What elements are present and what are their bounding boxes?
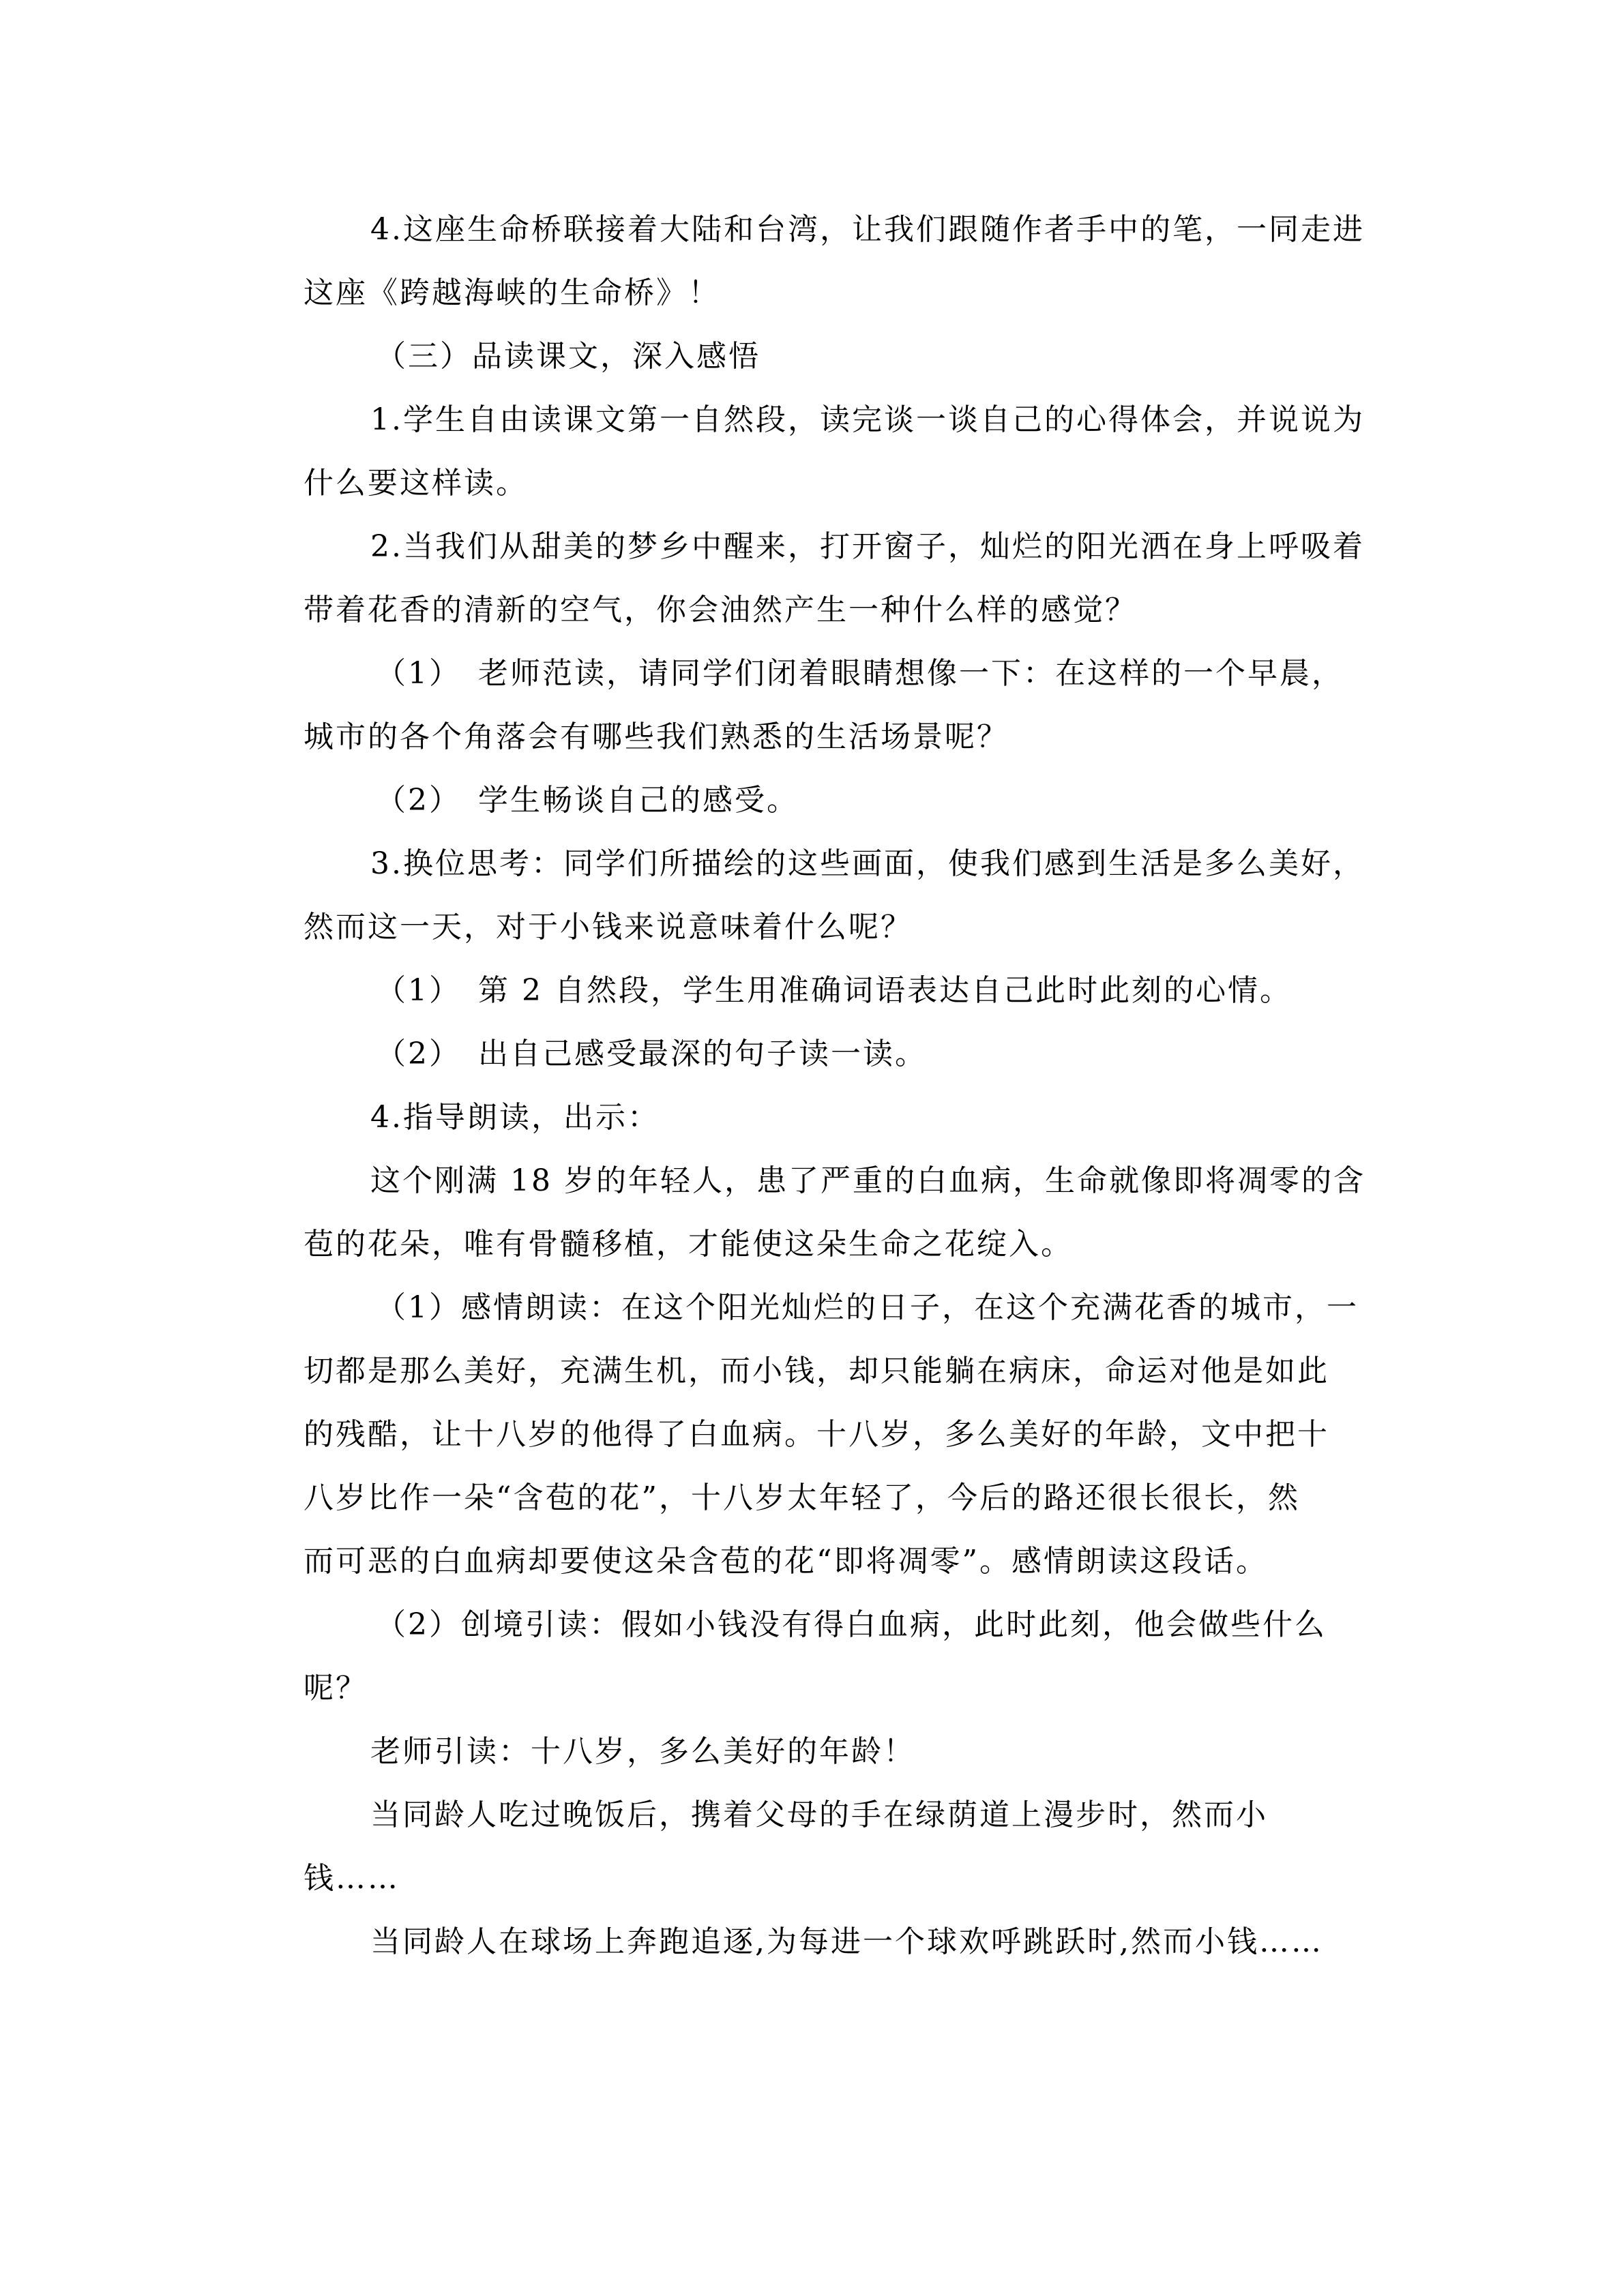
text-line: 2.当我们从甜美的梦乡中醒来，打开窗子，灿烂的阳光洒在身上呼吸着	[370, 529, 1365, 564]
text-line: 的残酷，让十八岁的他得了白血病。十八岁，多么美好的年龄，文中把十	[304, 1417, 1329, 1452]
text-line: （1） 第 2 自然段，学生用准确词语表达自己此时此刻的心情。	[376, 973, 1292, 1008]
text-line: 钱……	[304, 1861, 400, 1896]
text-line: 然而这一天，对于小钱来说意味着什么呢？	[304, 910, 913, 944]
text-line: 4.指导朗读，出示：	[370, 1100, 660, 1135]
text-line: 当同龄人在球场上奔跑追逐,为每进一个球欢呼跳跃时,然而小钱……	[370, 1924, 1323, 1959]
text-line: （1）感情朗读：在这个阳光灿烂的日子，在这个充满花香的城市，一	[376, 1290, 1359, 1325]
text-line: 而可恶的白血病却要使这朵含苞的花“即将凋零”。感情朗读这段话。	[304, 1544, 1268, 1579]
text-line: 苞的花朵，唯有骨髓移植，才能使这朵生命之花绽入。	[304, 1227, 1073, 1262]
text-line: 城市的各个角落会有哪些我们熟悉的生活场景呢？	[304, 719, 1009, 754]
text-line: 4.这座生命桥联接着大陆和台湾，让我们跟随作者手中的笔，一同走进	[370, 212, 1365, 247]
text-line: （2） 学生畅谈自己的感受。	[376, 783, 799, 818]
text-line: 八岁比作一朵“含苞的花”，十八岁太年轻了，今后的路还很长很长，然	[304, 1480, 1300, 1515]
text-line: 呢？	[304, 1671, 368, 1705]
text-line: 3.换位思考：同学们所描绘的这些画面，使我们感到生活是多么美好，	[370, 846, 1365, 881]
text-line: 带着花香的清新的空气，你会油然产生一种什么样的感觉？	[304, 593, 1137, 627]
text-line: 当同龄人吃过晚饭后，携着父母的手在绿荫道上漫步时，然而小	[370, 1798, 1268, 1832]
text-line: （2） 出自己感受最深的句子读一读。	[376, 1037, 927, 1071]
text-line: 切都是那么美好，充满生机，而小钱，却只能躺在病床，命运对他是如此	[304, 1354, 1329, 1388]
text-line: 1.学生自由读课文第一自然段，读完谈一谈自己的心得体会，并说说为	[370, 402, 1365, 437]
text-line: 这个刚满 18 岁的年轻人，患了严重的白血病，生命就像即将凋零的含	[370, 1163, 1365, 1198]
text-line: 老师引读：十八岁，多么美好的年龄！	[370, 1734, 915, 1769]
text-line: （1） 老师范读，请同学们闭着眼睛想像一下：在这样的一个早晨，	[376, 656, 1344, 691]
text-line: （2）创境引读：假如小钱没有得白血病，此时此刻，他会做些什么	[376, 1607, 1327, 1642]
text-line: 什么要这样读。	[304, 466, 528, 501]
section-heading: （三）品读课文，深入感悟	[376, 339, 761, 374]
text-line: 这座《跨越海峡的生命桥》！	[304, 275, 720, 310]
